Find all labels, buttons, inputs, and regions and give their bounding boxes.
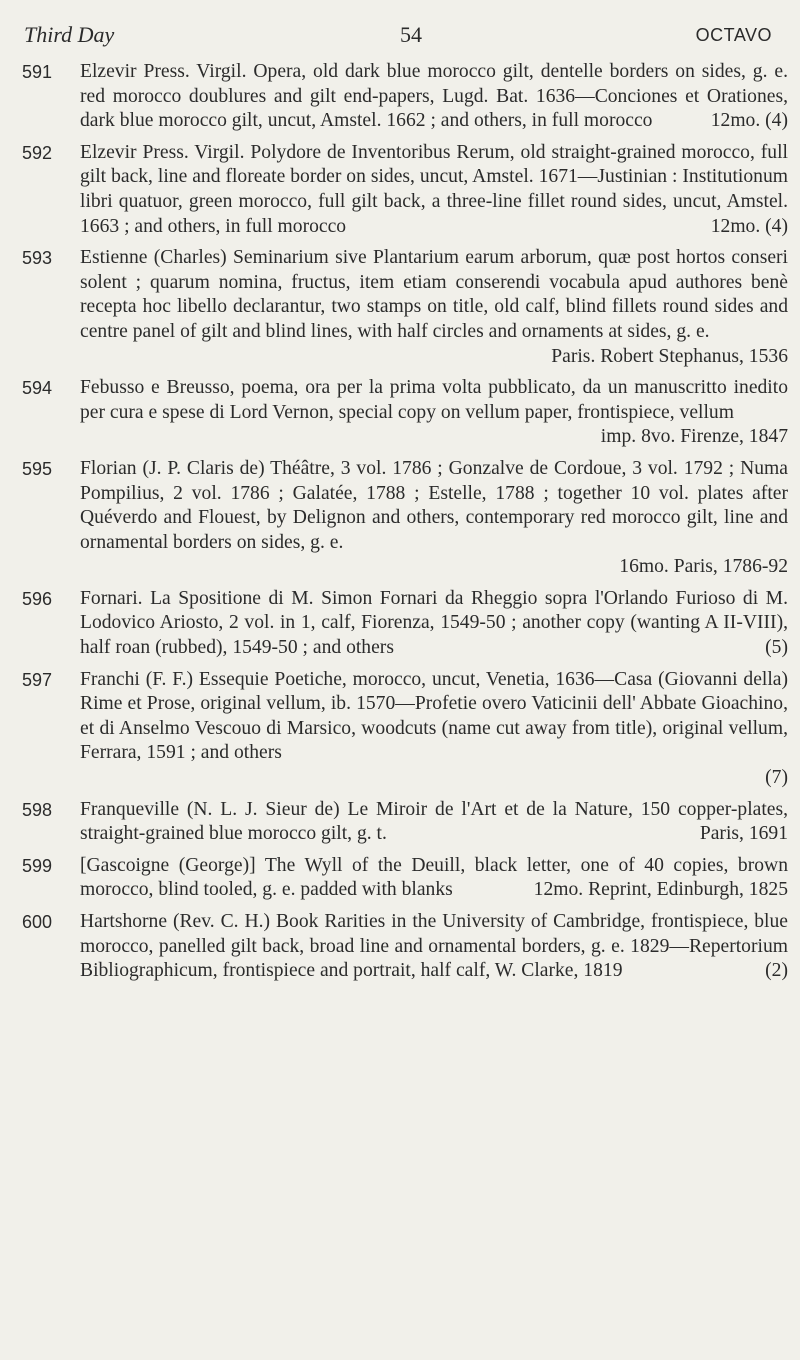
lot-description: Florian (J. P. Claris de) Théâtre, 3 vol. 1786 ; Gonzalve de Cordoue, 3 vol. 1792 ; Numa Pompilius, 2 vol. 1786 ; Galatée, 1788 ; Estelle, 1788 ; together 10 vol. plates after Quéverdo and Flouest, by Delignon and others, contemporary red morocco gilt, line and ornamental borders on sides, g. e. 16mo. Paris, 1786-92 [80,457,788,580]
lot-description: Franchi (F. F.) Essequie Poetiche, morocco, uncut, Venetia, 1636—Casa (Giovanni della) Rime et Prose, original vellum, ib. 1570—Profetie overo Vaticinii dell' Abbate Gioachino, et di Anselmo Vescouo di Marsico, woodcuts (name cut away from title), original vellum, Ferrara, 1591 ; and others (7) [80,668,788,791]
lot-number: 595 [22,458,53,479]
lot-count: (7) [765,767,788,789]
lot-description: Fornari. La Spositione di M. Simon Fornari da Rheggio sopra l'Orlando Furioso di M. Lodovico Ariosto, 2 vol. in 1, calf, Fiorenza, 1549-50 ; another copy (wanting A II-VIII), half roan (rubbed), 1549-50 ; and others (5) [80,587,788,661]
section-heading: OCTAVO [695,25,772,45]
lot-imprint: Paris, 1691 [699,823,788,845]
lot-imprint: 16mo. Paris, 1786-92 [619,556,788,578]
lot-number: 593 [22,248,53,269]
lot-number: 597 [22,669,53,690]
lot-imprint: Paris. Robert Stephanus, 1536 [551,345,788,367]
lot-format: 12mo. (4) [710,110,788,132]
lot-entry [22,376,788,450]
lot-entry [22,798,788,847]
lot-entry [22,246,788,369]
lot-count: (5) [765,637,788,659]
lot-description: Estienne (Charles) Seminarium sive Plantarium earum arborum, quæ post hortos conseri solent ; quarum nomina, fructus, item etiam conserendi vocabula apud authores benè recepta hoc libello declarantur, two stamps on title, old calf, blind fillets round sides and centre panel of gilt and blind lines, with half circles and ornaments at sides, g. e. Paris. Robert Stephanus, 1536 [80,246,788,369]
lot-number: 592 [22,142,53,163]
lot-entry [22,668,788,791]
lot-imprint: 12mo. Reprint, Edinburgh, 1825 [533,879,788,901]
lot-entry [22,587,788,661]
lot-description: Elzevir Press. Virgil. Opera, old dark blue morocco gilt, dentelle borders on sides, g. e. red morocco doublures and gilt end-papers, Lugd. Bat. 1636—Conciones et Orationes, dark blue morocco gilt, uncut, Amstel. 1662 ; and others, in full morocco 12mo. (4) [80,60,788,134]
lot-description: Elzevir Press. Virgil. Polydore de Inventoribus Rerum, old straight-grained morocco, full gilt back, line and floreate border on sides, uncut, Amstel. 1671—Justinian : Institutionum libri quatuor, green morocco, full gilt back, a three-line fillet round sides, uncut, Amstel. 1663 ; and others, in full morocco 12mo. (4) [80,141,788,239]
page-number: 54 [400,22,422,47]
lot-description: Franqueville (N. L. J. Sieur de) Le Miroir de l'Art et de la Nature, 150 copper-plates, straight-grained blue morocco gilt, g. t. Paris, 1691 [80,798,788,847]
lot-list [22,60,788,991]
page-header [24,22,772,52]
lot-entry [22,60,788,134]
lot-number: 596 [22,588,53,609]
lot-number: 599 [22,855,53,876]
lot-description: Febusso e Breusso, poema, ora per la prima volta pubblicato, da un manuscritto inedito per cura e spese di Lord Vernon, special copy on vellum paper, frontispiece, vellum imp. 8vo. Firenze, 1847 [80,376,788,450]
lot-entry [22,457,788,580]
lot-number: 591 [22,62,53,82]
lot-format: 12mo. (4) [710,215,788,237]
lot-description: Hartshorne (Rev. C. H.) Book Rarities in the University of Cambridge, frontispiece, blue morocco, panelled gilt back, broad line and ornamental borders, g. e. 1829—Repertorium Bibliographicum, frontispiece and portrait, half calf, W. Clarke, 1819 (2) [80,910,788,984]
day-heading: Third Day [24,22,115,47]
lot-imprint: imp. 8vo. Firenze, 1847 [600,426,788,448]
lot-count: (2) [765,960,788,982]
lot-entry [22,854,788,903]
lot-entry [22,141,788,239]
lot-description: [Gascoigne (George)] The Wyll of the Deuill, black letter, one of 40 copies, brown morocco, blind tooled, g. e. padded with blanks 12mo. Reprint, Edinburgh, 1825 [80,854,788,903]
lot-number: 600 [22,912,53,932]
lot-entry [22,910,788,984]
lot-number: 594 [22,378,53,399]
lot-number: 598 [22,799,53,820]
